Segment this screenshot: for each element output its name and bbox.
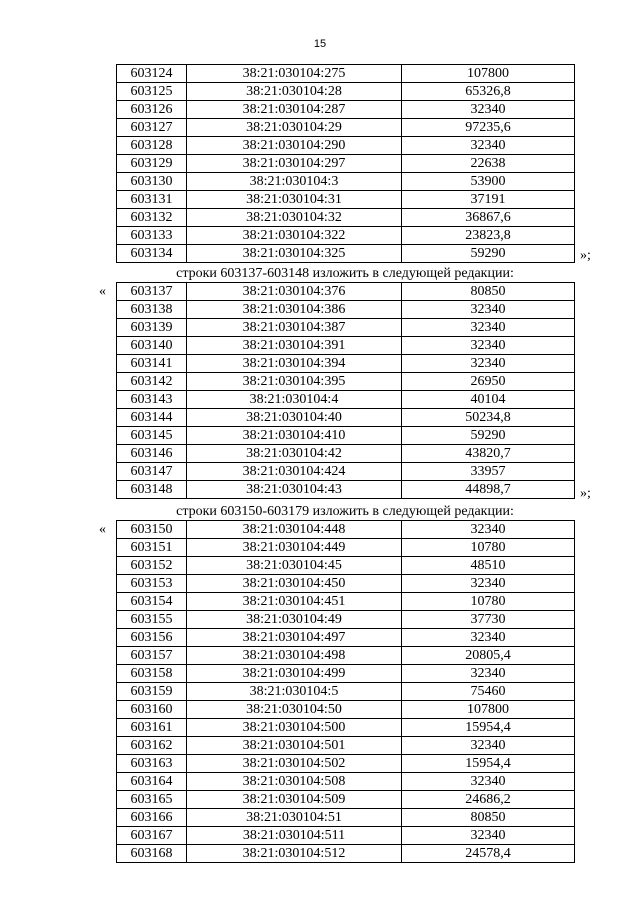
cadastral-number-cell: 38:21:030104:42 xyxy=(187,445,402,463)
row-number-cell: 603133 xyxy=(117,227,187,245)
cadastral-number-cell: 38:21:030104:448 xyxy=(187,521,402,539)
opening-quote-mark: « xyxy=(99,522,106,537)
row-number-cell: 603161 xyxy=(117,719,187,737)
row-number-cell: 603158 xyxy=(117,665,187,683)
table-row xyxy=(117,83,575,101)
row-number-cell: 603132 xyxy=(117,209,187,227)
cadastral-number-cell: 38:21:030104:5 xyxy=(187,683,402,701)
table-row xyxy=(117,355,575,373)
row-number-cell: 603156 xyxy=(117,629,187,647)
row-number-cell: 603138 xyxy=(117,301,187,319)
value-cell: 22638 xyxy=(402,155,575,173)
table-row xyxy=(117,409,575,427)
table-row xyxy=(117,647,575,665)
amendment-instruction: строки 603137-603148 изложить в следующей редакции: xyxy=(176,266,514,281)
cadastral-number-cell: 38:21:030104:511 xyxy=(187,827,402,845)
table-row xyxy=(117,337,575,355)
table-row xyxy=(117,245,575,263)
cadastral-number-cell: 38:21:030104:275 xyxy=(187,65,402,83)
value-cell: 36867,6 xyxy=(402,209,575,227)
row-number-cell: 603145 xyxy=(117,427,187,445)
table-row xyxy=(117,809,575,827)
row-number-cell: 603125 xyxy=(117,83,187,101)
row-number-cell: 603150 xyxy=(117,521,187,539)
value-cell: 40104 xyxy=(402,391,575,409)
cadastral-number-cell: 38:21:030104:51 xyxy=(187,809,402,827)
table-row xyxy=(117,391,575,409)
value-cell: 48510 xyxy=(402,557,575,575)
cadastral-number-cell: 38:21:030104:394 xyxy=(187,355,402,373)
row-number-cell: 603139 xyxy=(117,319,187,337)
cadastral-number-cell: 38:21:030104:509 xyxy=(187,791,402,809)
cadastral-number-cell: 38:21:030104:498 xyxy=(187,647,402,665)
row-number-cell: 603164 xyxy=(117,773,187,791)
table-row xyxy=(117,593,575,611)
value-cell: 32340 xyxy=(402,355,575,373)
table-row xyxy=(117,719,575,737)
cadastral-number-cell: 38:21:030104:32 xyxy=(187,209,402,227)
value-cell: 10780 xyxy=(402,539,575,557)
cadastral-number-cell: 38:21:030104:497 xyxy=(187,629,402,647)
cadastral-number-cell: 38:21:030104:325 xyxy=(187,245,402,263)
cadastral-number-cell: 38:21:030104:395 xyxy=(187,373,402,391)
cadastral-number-cell: 38:21:030104:43 xyxy=(187,481,402,499)
table-row xyxy=(117,65,575,83)
row-number-cell: 603142 xyxy=(117,373,187,391)
row-number-cell: 603163 xyxy=(117,755,187,773)
data-table-1 xyxy=(116,64,575,263)
row-number-cell: 603126 xyxy=(117,101,187,119)
row-number-cell: 603127 xyxy=(117,119,187,137)
table-row xyxy=(117,283,575,301)
value-cell: 32340 xyxy=(402,629,575,647)
row-number-cell: 603134 xyxy=(117,245,187,263)
row-number-cell: 603162 xyxy=(117,737,187,755)
table-row xyxy=(117,845,575,863)
value-cell: 37730 xyxy=(402,611,575,629)
table-row xyxy=(117,701,575,719)
value-cell: 32340 xyxy=(402,101,575,119)
value-cell: 44898,7 xyxy=(402,481,575,499)
table-row xyxy=(117,101,575,119)
table-row xyxy=(117,737,575,755)
cadastral-number-cell: 38:21:030104:499 xyxy=(187,665,402,683)
cadastral-number-cell: 38:21:030104:3 xyxy=(187,173,402,191)
value-cell: 32340 xyxy=(402,827,575,845)
value-cell: 75460 xyxy=(402,683,575,701)
row-number-cell: 603147 xyxy=(117,463,187,481)
table-row xyxy=(117,373,575,391)
value-cell: 23823,8 xyxy=(402,227,575,245)
row-number-cell: 603167 xyxy=(117,827,187,845)
table-row xyxy=(117,629,575,647)
value-cell: 32340 xyxy=(402,773,575,791)
cadastral-number-cell: 38:21:030104:28 xyxy=(187,83,402,101)
table-row xyxy=(117,301,575,319)
table-row xyxy=(117,137,575,155)
value-cell: 80850 xyxy=(402,283,575,301)
data-table-2 xyxy=(116,282,575,499)
value-cell: 97235,6 xyxy=(402,119,575,137)
value-cell: 53900 xyxy=(402,173,575,191)
row-number-cell: 603157 xyxy=(117,647,187,665)
cadastral-number-cell: 38:21:030104:451 xyxy=(187,593,402,611)
value-cell: 20805,4 xyxy=(402,647,575,665)
data-table-3 xyxy=(116,520,575,863)
value-cell: 32340 xyxy=(402,301,575,319)
table-row xyxy=(117,119,575,137)
cadastral-number-cell: 38:21:030104:450 xyxy=(187,575,402,593)
row-number-cell: 603155 xyxy=(117,611,187,629)
table-row xyxy=(117,539,575,557)
amendment-instruction: строки 603150-603179 изложить в следующей редакции: xyxy=(176,504,514,519)
row-number-cell: 603148 xyxy=(117,481,187,499)
table-row xyxy=(117,427,575,445)
row-number-cell: 603137 xyxy=(117,283,187,301)
table-row xyxy=(117,209,575,227)
cadastral-number-cell: 38:21:030104:501 xyxy=(187,737,402,755)
value-cell: 59290 xyxy=(402,427,575,445)
table-row xyxy=(117,521,575,539)
value-cell: 15954,4 xyxy=(402,755,575,773)
table-row xyxy=(117,665,575,683)
value-cell: 24686,2 xyxy=(402,791,575,809)
table-row xyxy=(117,445,575,463)
value-cell: 32340 xyxy=(402,521,575,539)
row-number-cell: 603129 xyxy=(117,155,187,173)
value-cell: 24578,4 xyxy=(402,845,575,863)
cadastral-number-cell: 38:21:030104:508 xyxy=(187,773,402,791)
row-number-cell: 603168 xyxy=(117,845,187,863)
value-cell: 59290 xyxy=(402,245,575,263)
row-number-cell: 603131 xyxy=(117,191,187,209)
table-row xyxy=(117,611,575,629)
row-number-cell: 603160 xyxy=(117,701,187,719)
cadastral-number-cell: 38:21:030104:40 xyxy=(187,409,402,427)
row-number-cell: 603146 xyxy=(117,445,187,463)
cadastral-number-cell: 38:21:030104:49 xyxy=(187,611,402,629)
value-cell: 37191 xyxy=(402,191,575,209)
row-number-cell: 603151 xyxy=(117,539,187,557)
table-row xyxy=(117,463,575,481)
cadastral-number-cell: 38:21:030104:512 xyxy=(187,845,402,863)
cadastral-number-cell: 38:21:030104:410 xyxy=(187,427,402,445)
cadastral-number-cell: 38:21:030104:502 xyxy=(187,755,402,773)
value-cell: 65326,8 xyxy=(402,83,575,101)
cadastral-number-cell: 38:21:030104:29 xyxy=(187,119,402,137)
cadastral-number-cell: 38:21:030104:500 xyxy=(187,719,402,737)
row-number-cell: 603144 xyxy=(117,409,187,427)
table-row xyxy=(117,191,575,209)
row-number-cell: 603143 xyxy=(117,391,187,409)
cadastral-number-cell: 38:21:030104:4 xyxy=(187,391,402,409)
closing-quote-mark: »; xyxy=(580,248,591,263)
cadastral-number-cell: 38:21:030104:449 xyxy=(187,539,402,557)
table-row xyxy=(117,173,575,191)
row-number-cell: 603140 xyxy=(117,337,187,355)
cadastral-number-cell: 38:21:030104:376 xyxy=(187,283,402,301)
cadastral-number-cell: 38:21:030104:391 xyxy=(187,337,402,355)
table-row xyxy=(117,319,575,337)
row-number-cell: 603130 xyxy=(117,173,187,191)
opening-quote-mark: « xyxy=(99,284,106,299)
cadastral-number-cell: 38:21:030104:50 xyxy=(187,701,402,719)
table-row xyxy=(117,155,575,173)
value-cell: 32340 xyxy=(402,665,575,683)
row-number-cell: 603152 xyxy=(117,557,187,575)
table-row xyxy=(117,481,575,499)
row-number-cell: 603165 xyxy=(117,791,187,809)
row-number-cell: 603166 xyxy=(117,809,187,827)
closing-quote-mark: »; xyxy=(580,486,591,501)
value-cell: 15954,4 xyxy=(402,719,575,737)
row-number-cell: 603124 xyxy=(117,65,187,83)
value-cell: 26950 xyxy=(402,373,575,391)
table-row xyxy=(117,755,575,773)
cadastral-number-cell: 38:21:030104:387 xyxy=(187,319,402,337)
row-number-cell: 603159 xyxy=(117,683,187,701)
value-cell: 33957 xyxy=(402,463,575,481)
table-row xyxy=(117,575,575,593)
value-cell: 43820,7 xyxy=(402,445,575,463)
cadastral-number-cell: 38:21:030104:45 xyxy=(187,557,402,575)
table-row xyxy=(117,773,575,791)
table-row xyxy=(117,557,575,575)
value-cell: 107800 xyxy=(402,701,575,719)
value-cell: 32340 xyxy=(402,337,575,355)
value-cell: 10780 xyxy=(402,593,575,611)
value-cell: 32340 xyxy=(402,319,575,337)
table-row xyxy=(117,683,575,701)
value-cell: 50234,8 xyxy=(402,409,575,427)
row-number-cell: 603154 xyxy=(117,593,187,611)
value-cell: 32340 xyxy=(402,737,575,755)
row-number-cell: 603141 xyxy=(117,355,187,373)
value-cell: 32340 xyxy=(402,137,575,155)
cadastral-number-cell: 38:21:030104:287 xyxy=(187,101,402,119)
cadastral-number-cell: 38:21:030104:31 xyxy=(187,191,402,209)
cadastral-number-cell: 38:21:030104:297 xyxy=(187,155,402,173)
cadastral-number-cell: 38:21:030104:386 xyxy=(187,301,402,319)
table-row xyxy=(117,227,575,245)
table-row xyxy=(117,791,575,809)
row-number-cell: 603128 xyxy=(117,137,187,155)
cadastral-number-cell: 38:21:030104:322 xyxy=(187,227,402,245)
row-number-cell: 603153 xyxy=(117,575,187,593)
value-cell: 80850 xyxy=(402,809,575,827)
table-row xyxy=(117,827,575,845)
page-number: 15 xyxy=(313,38,327,50)
value-cell: 107800 xyxy=(402,65,575,83)
value-cell: 32340 xyxy=(402,575,575,593)
cadastral-number-cell: 38:21:030104:424 xyxy=(187,463,402,481)
cadastral-number-cell: 38:21:030104:290 xyxy=(187,137,402,155)
